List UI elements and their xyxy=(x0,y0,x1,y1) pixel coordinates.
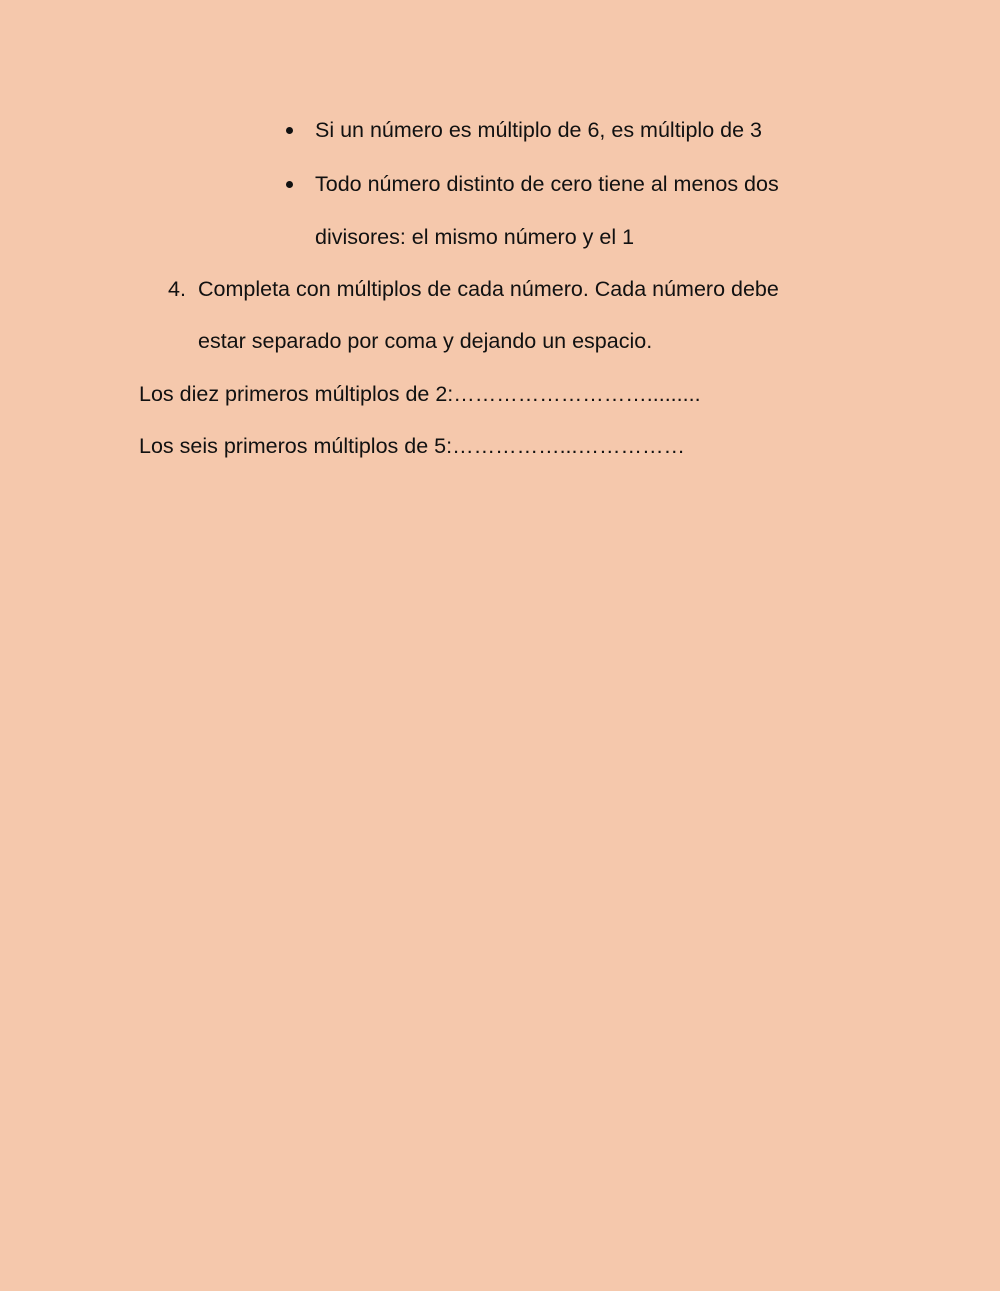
bullet-icon xyxy=(286,181,293,188)
bullet-2-line-2: divisores: el mismo número y el 1 xyxy=(315,225,635,249)
fill-label: Los diez primeros múltiplos de 2: xyxy=(139,382,454,406)
bullet-icon xyxy=(286,127,293,134)
question-line-1: Completa con múltiplos de cada número. Cada número debe xyxy=(198,277,779,301)
question-number: 4. xyxy=(168,277,186,301)
question-line-2: estar separado por coma y dejando un espacio. xyxy=(198,329,653,353)
bullet-2-line-1: Todo número distinto de cero tiene al menos dos xyxy=(315,172,779,196)
bullet-1-line-1: Si un número es múltiplo de 6, es múltiplo de 3 xyxy=(315,118,762,142)
answer-blank[interactable]: ………………………......... xyxy=(453,382,701,406)
fill-label: Los seis primeros múltiplos de 5: xyxy=(139,434,453,458)
answer-blank[interactable]: ……………...…………… xyxy=(452,434,685,458)
fill-line-multiples-of-2 xyxy=(139,381,701,407)
fill-line-multiples-of-5 xyxy=(139,433,685,459)
